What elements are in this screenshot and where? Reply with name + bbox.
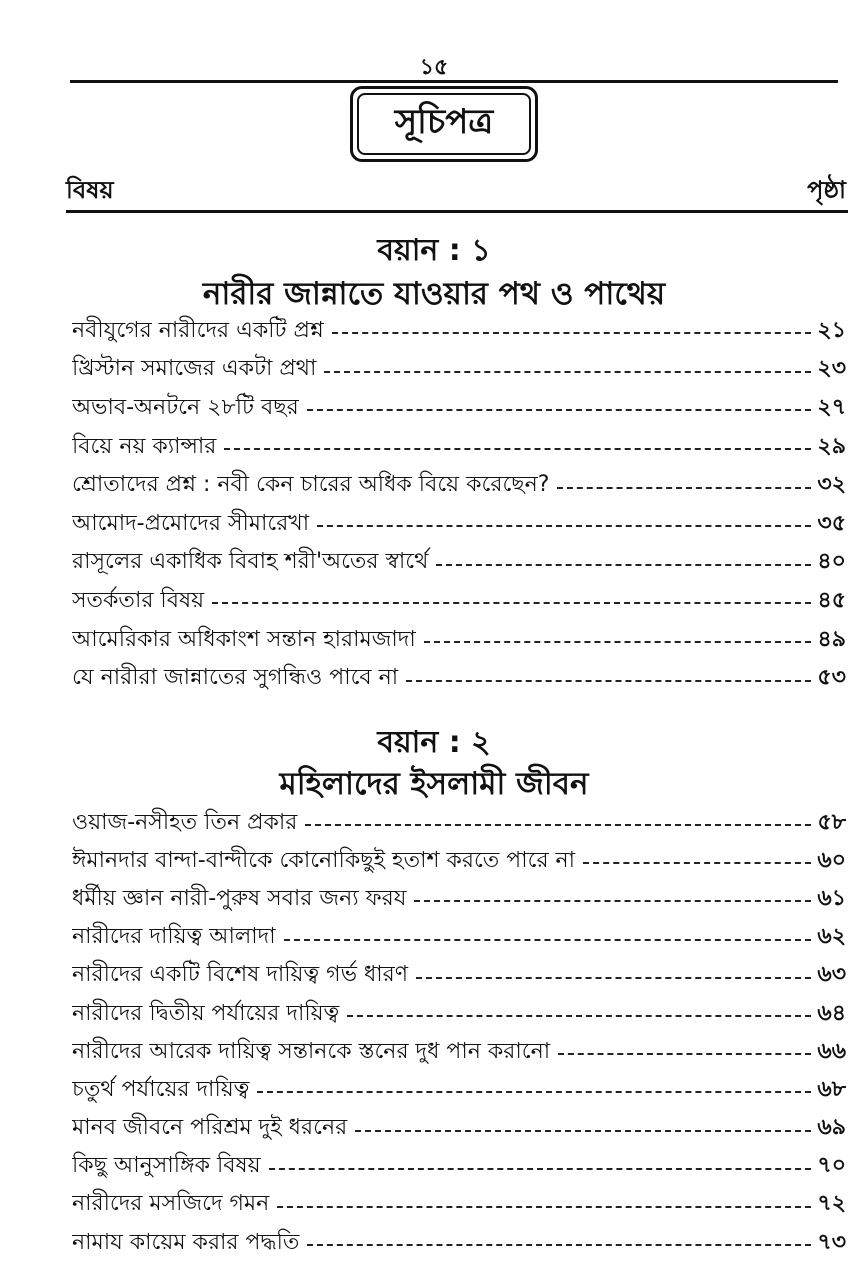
toc-entry-title: আমেরিকার অধিকাংশ সন্তান হারামজাদা (72, 626, 416, 652)
title-frame (350, 86, 538, 162)
toc-entry-page: ৩২ (817, 472, 846, 498)
toc-entry[interactable] (72, 659, 846, 698)
section-2-bayan: বয়ান : ২ (377, 725, 491, 760)
toc-entry[interactable] (72, 1110, 846, 1148)
toc-entry-title: ধর্মীয় জ্ঞান নারী-পুরুষ সবার জন্য ফরয (72, 885, 407, 911)
leader-dots (317, 525, 811, 527)
leader-dots (324, 371, 811, 373)
toc-entry-title: নারীদের দ্বিতীয় পর্যায়ের দায়িত্ব (72, 1000, 340, 1026)
toc-entry-page: ৭৩ (817, 1229, 846, 1255)
toc-entry-title: রাসূলের একাধিক বিবাহ শরী'অতের স্বার্থে (72, 549, 429, 575)
leader-dots (414, 900, 811, 902)
section-1-bayan: বয়ান : ১ (377, 233, 491, 268)
toc-entry[interactable] (72, 582, 846, 621)
leader-dots (424, 641, 812, 643)
toc-entry-page: ৬১ (817, 885, 846, 911)
toc-entry-title: মানব জীবনে পরিশ্রম দুই ধরনের (72, 1115, 348, 1141)
toc-entry-title: খ্রিস্টান সমাজের একটা প্রথা (72, 356, 317, 382)
toc-entry-title: বিয়ে নয় ক্যান্সার (72, 433, 217, 459)
leader-dots (406, 680, 811, 682)
page-number: ১৫ (419, 55, 449, 80)
toc-entry[interactable] (72, 995, 846, 1033)
toc-entry-title: আমোদ-প্রমোদের সীমারেখা (72, 510, 310, 536)
toc-entry-page: ৫৩ (817, 665, 846, 691)
leader-dots (332, 332, 812, 334)
toc-entry-page: ৬৪ (817, 1000, 846, 1026)
toc-entry[interactable] (72, 1224, 846, 1262)
toc-entry-page: ৬৩ (817, 962, 846, 988)
column-header-page: পৃষ্ঠা (807, 176, 846, 204)
toc-entry-title: নবীযুগের নারীদের একটি প্রশ্ন (72, 317, 324, 343)
toc-entry-page: ৬৮ (817, 1076, 846, 1102)
header-rule (66, 210, 848, 213)
toc-entry-page: ৬০ (817, 847, 846, 873)
toc-entry-title: নারীদের আরেক দায়িত্ব সন্তানকে স্তনের দুধ পান করানো (72, 1038, 551, 1064)
toc-entry-title: ওয়াজ-নসীহত তিন প্রকার (72, 809, 298, 835)
toc-entry[interactable] (72, 544, 846, 583)
section-2-title: মহিলাদের ইসলামী জীবন (279, 766, 589, 802)
leader-dots (557, 487, 811, 489)
toc-entry-title: নারীদের দায়িত্ব আলাদা (72, 924, 276, 950)
toc-entry[interactable] (72, 1033, 846, 1071)
toc-entry-title: কিছু আনুসাঙ্গিক বিষয় (72, 1153, 261, 1179)
leader-dots (355, 1130, 811, 1132)
toc-entry-page: ৬৬ (817, 1038, 846, 1064)
leader-dots (307, 409, 812, 411)
toc-entry[interactable] (72, 351, 846, 390)
section-1-title: নারীর জান্নাতে যাওয়ার পথ ও পাথেয় (202, 276, 666, 312)
toc-entry[interactable] (72, 505, 846, 544)
toc-entry-page: ২৯ (817, 433, 846, 459)
leader-dots (212, 602, 811, 604)
toc-entry-page: ৭২ (817, 1191, 846, 1217)
leader-dots (284, 939, 812, 941)
toc-entry-title: যে নারীরা জান্নাতের সুগন্ধিও পাবে না (72, 665, 399, 691)
leader-dots (347, 1015, 811, 1017)
leader-dots (269, 1168, 812, 1170)
column-header-subject: বিষয় (66, 176, 114, 204)
toc-entry[interactable] (72, 1186, 846, 1224)
toc-entry-page: ৪০ (817, 549, 846, 575)
toc-entry-page: ৫৮ (817, 809, 846, 835)
toc-entry-title: নারীদের একটি বিশেষ দায়িত্ব গর্ভ ধারণ (72, 962, 409, 988)
leader-dots (558, 1053, 811, 1055)
page-title: সূচিপত্র (357, 93, 531, 155)
toc-entry-page: ৬২ (817, 924, 846, 950)
toc-list-section-1 (72, 312, 846, 698)
leader-dots (277, 1206, 811, 1208)
toc-entry-page: ৬৯ (817, 1115, 846, 1141)
toc-entry[interactable] (72, 312, 846, 351)
toc-entry-page: ৪৯ (817, 626, 846, 652)
toc-entry-page: ২১ (817, 317, 846, 343)
toc-entry-title: চতুর্থ পর্যায়ের দায়িত্ব (72, 1076, 250, 1102)
leader-dots (416, 977, 811, 979)
toc-entry-title: শ্রোতাদের প্রশ্ন : নবী কেন চারের অধিক বিয়ে করেছেন? (72, 472, 550, 498)
toc-entry[interactable] (72, 804, 846, 842)
leader-dots (583, 862, 811, 864)
top-rule (70, 80, 838, 83)
toc-entry-title: অভাব-অনটনে ২৮টি বছর (72, 394, 299, 420)
toc-entry[interactable] (72, 621, 846, 660)
leader-dots (436, 564, 811, 566)
toc-entry[interactable] (72, 842, 846, 880)
toc-entry-page: ৪৫ (817, 587, 846, 613)
toc-entry-page: ৩৫ (817, 510, 846, 536)
toc-entry[interactable] (72, 428, 846, 467)
toc-entry-page: ২৩ (817, 356, 846, 382)
toc-entry-title: ঈমানদার বান্দা-বান্দীকে কোনোকিছুই হতাশ করতে পারে না (72, 847, 576, 873)
toc-entry[interactable] (72, 919, 846, 957)
toc-entry-title: নারীদের মসজিদে গমন (72, 1191, 270, 1217)
toc-entry[interactable] (72, 1071, 846, 1109)
toc-list-section-2 (72, 804, 846, 1262)
toc-entry-title: নামায কায়েম করার পদ্ধতি (72, 1229, 300, 1255)
leader-dots (305, 824, 811, 826)
toc-entry[interactable] (72, 389, 846, 428)
toc-entry-page: ৭০ (817, 1153, 846, 1179)
toc-entry[interactable] (72, 880, 846, 918)
leader-dots (307, 1244, 811, 1246)
leader-dots (257, 1091, 811, 1093)
toc-entry[interactable] (72, 466, 846, 505)
toc-entry-page: ২৭ (817, 394, 846, 420)
toc-entry[interactable] (72, 957, 846, 995)
toc-entry-title: সতর্কতার বিষয় (72, 587, 205, 613)
toc-entry[interactable] (72, 1148, 846, 1186)
leader-dots (224, 448, 811, 450)
